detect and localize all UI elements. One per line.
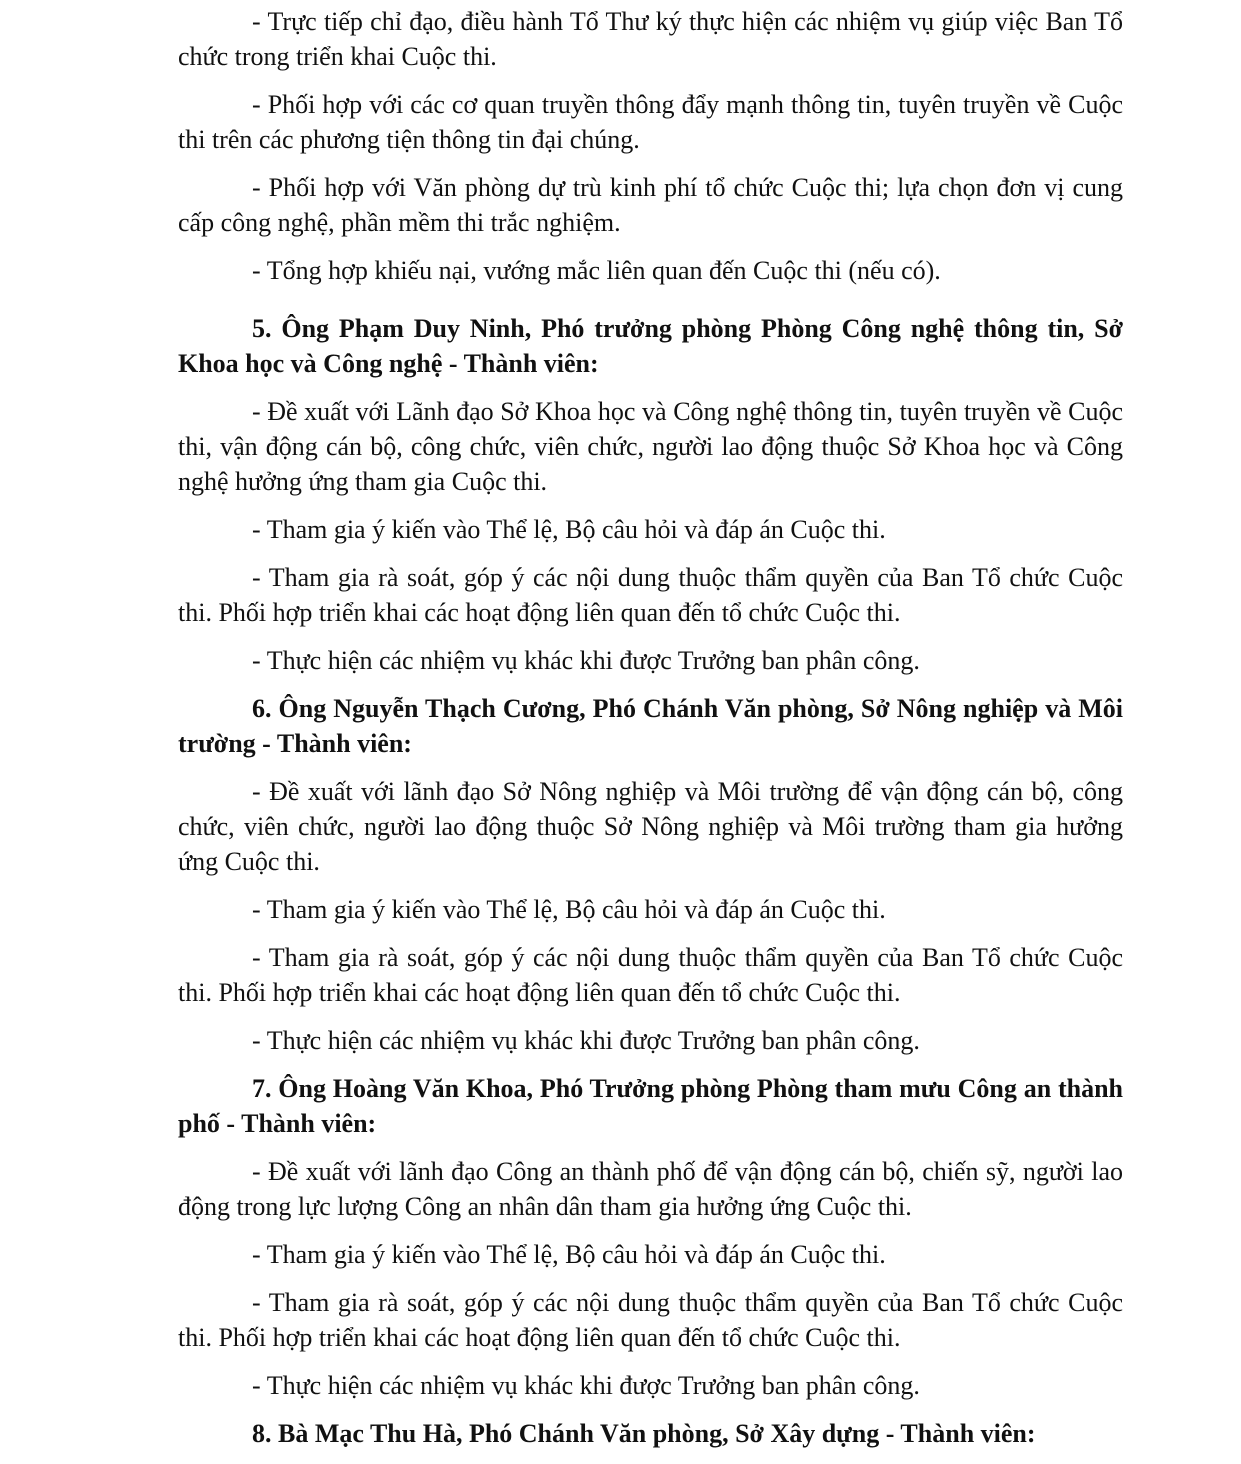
section-5-item-1: - Đề xuất với Lãnh đạo Sở Khoa học và Công nghệ thông tin, tuyên truyền về Cuộc thi, vận động cán bộ, công chức, viên chức, người lao động thuộc Sở Khoa học và Công nghệ hưởng ứng tham gia Cuộc thi. [178, 397, 1123, 496]
section-6-item-3: - Tham gia rà soát, góp ý các nội dung thuộc thẩm quyền của Ban Tổ chức Cuộc thi. Phối hợp triển khai các hoạt động liên quan đến tổ chức Cuộc thi. [178, 943, 1123, 1007]
section-7-item-4: - Thực hiện các nhiệm vụ khác khi được Trưởng ban phân công. [252, 1371, 920, 1400]
section-6-item-2: - Tham gia ý kiến vào Thể lệ, Bộ câu hỏi và đáp án Cuộc thi. [252, 895, 886, 924]
section-7-heading: 7. Ông Hoàng Văn Khoa, Phó Trưởng phòng Phòng tham mưu Công an thành phố - Thành viên: [178, 1074, 1123, 1138]
section-7-item-1: - Đề xuất với lãnh đạo Công an thành phố để vận động cán bộ, chiến sỹ, người lao động trong lực lượng Công an nhân dân tham gia hưởng ứng Cuộc thi. [178, 1157, 1123, 1221]
document-page [178, 4, 1123, 1464]
section-7-item-2: - Tham gia ý kiến vào Thể lệ, Bộ câu hỏi và đáp án Cuộc thi. [252, 1240, 886, 1269]
section-5-item-3: - Tham gia rà soát, góp ý các nội dung thuộc thẩm quyền của Ban Tổ chức Cuộc thi. Phối hợp triển khai các hoạt động liên quan đến tổ chức Cuộc thi. [178, 563, 1123, 627]
section-8-heading: 8. Bà Mạc Thu Hà, Phó Chánh Văn phòng, Sở Xây dựng - Thành viên: [252, 1419, 1036, 1448]
section-5-item-4: - Thực hiện các nhiệm vụ khác khi được Trưởng ban phân công. [252, 646, 920, 675]
intro-paragraph-3: - Phối hợp với Văn phòng dự trù kinh phí tổ chức Cuộc thi; lựa chọn đơn vị cung cấp công nghệ, phần mềm thi trắc nghiệm. [178, 173, 1123, 237]
section-5-item-2: - Tham gia ý kiến vào Thể lệ, Bộ câu hỏi và đáp án Cuộc thi. [252, 515, 886, 544]
section-6-item-1: - Đề xuất với lãnh đạo Sở Nông nghiệp và Môi trường để vận động cán bộ, công chức, viên chức, người lao động thuộc Sở Nông nghiệp và Môi trường tham gia hưởng ứng Cuộc thi. [178, 777, 1123, 876]
section-6-item-4: - Thực hiện các nhiệm vụ khác khi được Trưởng ban phân công. [252, 1026, 920, 1055]
section-6-heading: 6. Ông Nguyễn Thạch Cương, Phó Chánh Văn phòng, Sở Nông nghiệp và Môi trường - Thành viên: [178, 694, 1123, 758]
section-5-heading: 5. Ông Phạm Duy Ninh, Phó trưởng phòng Phòng Công nghệ thông tin, Sở Khoa học và Công nghệ - Thành viên: [178, 314, 1123, 378]
section-7-item-3: - Tham gia rà soát, góp ý các nội dung thuộc thẩm quyền của Ban Tổ chức Cuộc thi. Phối hợp triển khai các hoạt động liên quan đến tổ chức Cuộc thi. [178, 1288, 1123, 1352]
intro-paragraph-2: - Phối hợp với các cơ quan truyền thông đẩy mạnh thông tin, tuyên truyền về Cuộc thi trên các phương tiện thông tin đại chúng. [178, 90, 1123, 154]
intro-paragraph-1: - Trực tiếp chỉ đạo, điều hành Tổ Thư ký thực hiện các nhiệm vụ giúp việc Ban Tổ chức trong triển khai Cuộc thi. [178, 7, 1123, 71]
intro-paragraph-4: - Tổng hợp khiếu nại, vướng mắc liên quan đến Cuộc thi (nếu có). [252, 256, 941, 285]
